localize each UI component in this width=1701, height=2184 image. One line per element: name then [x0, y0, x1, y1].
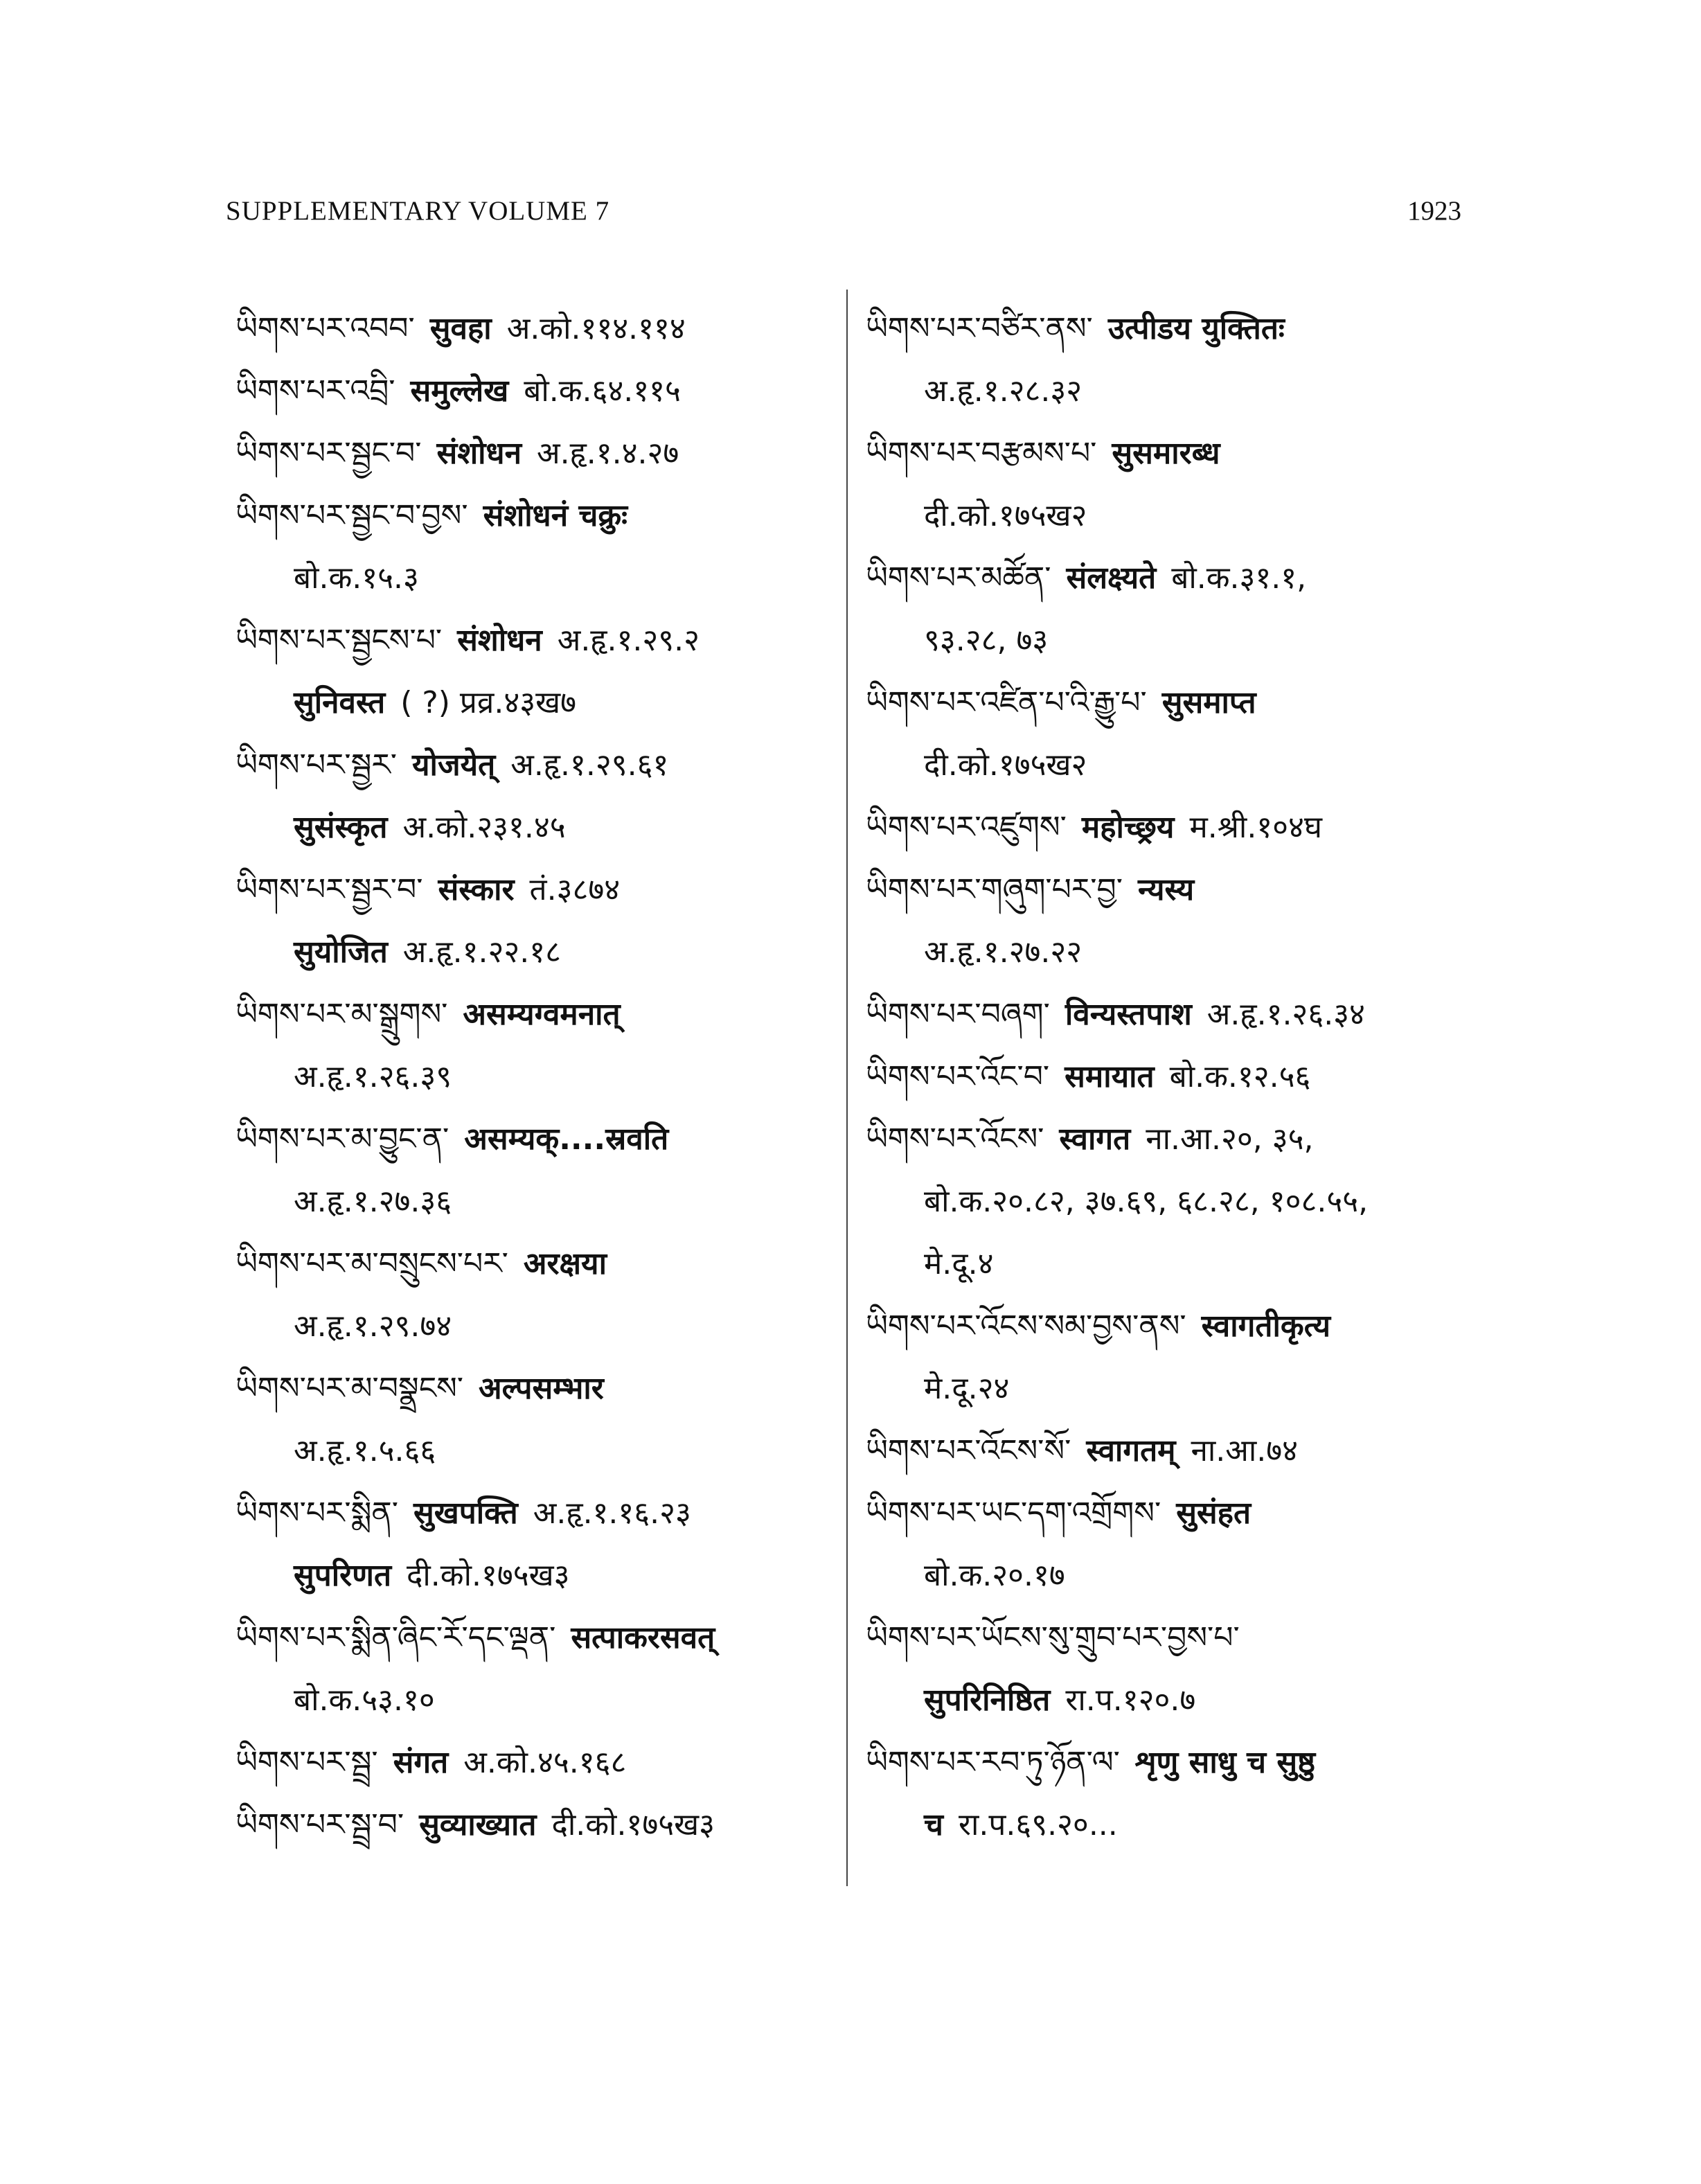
dictionary-entry-line: [866, 859, 1489, 921]
source-reference: बो.क.५३.१०: [294, 1683, 435, 1718]
sanskrit-equivalent: सुसंहत: [1176, 1495, 1252, 1531]
right-column: [866, 298, 1489, 1856]
source-reference: ( ?) प्रव्र.४३ख७: [400, 685, 577, 720]
dictionary-entry-line: [235, 1108, 859, 1171]
dictionary-entry-line: [235, 1545, 859, 1607]
source-reference: बो.क.२०.८२, ३७.६९, ६८.२८, १०८.५५,: [924, 1184, 1369, 1219]
dictionary-entry-line: [866, 1669, 1489, 1732]
dictionary-entry-line: [235, 360, 859, 423]
source-reference: रा.प.१२०.७: [1065, 1683, 1196, 1718]
source-reference: ९३.२८, ७३: [924, 623, 1049, 658]
page-number: 1923: [1407, 196, 1461, 226]
dictionary-entry-line: [866, 1607, 1489, 1669]
tibetan-headword: ཡིགས་པར་སྦྱངས་པ་: [235, 623, 443, 658]
source-reference: बो.क.१५.३: [294, 560, 419, 596]
tibetan-headword: ཡིགས་པར་སྦྲ་བ་: [235, 1807, 404, 1843]
sanskrit-equivalent: अरक्षया: [523, 1246, 607, 1281]
sanskrit-equivalent: अल्पसम्भार: [479, 1371, 604, 1406]
source-reference: बो.क.२०.१७: [924, 1558, 1065, 1593]
dictionary-entry-line: [235, 1607, 859, 1669]
source-reference: अ.को.११४.११४: [506, 311, 686, 346]
source-reference: अ.हृ.१.१६.२३: [533, 1495, 691, 1531]
dictionary-entry-line: [866, 1108, 1489, 1171]
dictionary-entry-line: [866, 921, 1489, 984]
sanskrit-equivalent: समुल्लेख: [410, 373, 509, 409]
source-reference: अ.हृ.१.५.६६: [294, 1433, 436, 1468]
source-reference: दी.को.१७५ख२: [924, 747, 1087, 783]
dictionary-entry-line: [866, 1482, 1489, 1545]
sanskrit-equivalent: सुखपक्ति: [413, 1495, 518, 1531]
dictionary-entry-line: [866, 485, 1489, 547]
source-reference: अ.को.४५.१६८: [463, 1745, 627, 1780]
dictionary-entry-line: [235, 1295, 859, 1358]
dictionary-entry-line: [866, 423, 1489, 485]
tibetan-headword: ཡིགས་པར་འཛུགས་: [866, 810, 1067, 845]
source-reference: अ.हृ.१.२९.७४: [294, 1308, 452, 1344]
tibetan-headword: ཡིགས་པར་འོངས་སམ་བྱས་ནས་: [866, 1308, 1186, 1344]
source-reference: तं.३८७४: [529, 872, 621, 907]
dictionary-entry-line: [866, 360, 1489, 423]
dictionary-entry-line: [235, 672, 859, 734]
source-reference: अ.हृ.१.२८.३२: [924, 373, 1083, 409]
tibetan-headword: ཡིགས་པར་མཚོན་: [866, 560, 1051, 596]
source-reference: अ.हृ.१.२७.२२: [924, 934, 1083, 970]
tibetan-headword: ཡིགས་པར་གཞུག་པར་བྱ་: [866, 872, 1123, 907]
sanskrit-equivalent: संशोधन: [436, 436, 522, 471]
dictionary-entry-line: [866, 1545, 1489, 1607]
dictionary-entry-line: [235, 1794, 859, 1856]
dictionary-entry-line: [235, 1420, 859, 1482]
dictionary-entry-line: [235, 485, 859, 547]
sanskrit-equivalent: सुपरिणत: [294, 1558, 392, 1593]
sanskrit-equivalent: असम्यग्वमनात्: [463, 997, 621, 1032]
tibetan-headword: ཡིགས་པར་མ་བྱུང་ན་: [235, 1121, 449, 1157]
sanskrit-equivalent: संलक्ष्यते: [1066, 560, 1157, 596]
sanskrit-equivalent: संशोधन: [457, 623, 542, 658]
dictionary-entry-line: [866, 1046, 1489, 1108]
tibetan-headword: ཡིགས་པར་སྦྱར་བ་: [235, 872, 423, 907]
sanskrit-equivalent: स्वागत: [1059, 1121, 1131, 1157]
dictionary-entry-line: [866, 1233, 1489, 1295]
source-reference: म.श्री.१०४घ: [1189, 810, 1322, 845]
source-reference: अ.हृ.१.२९.२: [557, 623, 700, 658]
dictionary-entry-line: [235, 610, 859, 672]
sanskrit-equivalent: स्वागतम्: [1086, 1433, 1176, 1468]
tibetan-headword: ཡིགས་པར་རབ་ཏུ་ཉོན་ལ་: [866, 1745, 1120, 1780]
sanskrit-equivalent: संस्कार: [438, 872, 515, 907]
dictionary-entry-line: [866, 1358, 1489, 1420]
source-reference: अ.हृ.१.२७.३६: [294, 1184, 452, 1219]
dictionary-entry-line: [866, 797, 1489, 859]
sanskrit-equivalent: योजयेत्: [412, 747, 496, 783]
sanskrit-equivalent: सुवहा: [429, 311, 492, 346]
tibetan-headword: ཡིགས་པར་བཞག་: [866, 997, 1050, 1032]
tibetan-headword: ཡིགས་པར་འོང་བ་: [866, 1059, 1050, 1094]
source-reference: मे.दू.२४: [924, 1371, 1010, 1406]
dictionary-entry-line: [235, 1732, 859, 1794]
sanskrit-equivalent: सुसंस्कृत: [294, 810, 388, 845]
sanskrit-equivalent: विन्यस्तपाश: [1065, 997, 1192, 1032]
dictionary-entry-line: [235, 1358, 859, 1420]
dictionary-entry-line: [866, 1420, 1489, 1482]
dictionary-entry-line: [235, 921, 859, 984]
dictionary-entry-line: [235, 1233, 859, 1295]
sanskrit-equivalent: सुव्याख्यात: [419, 1807, 537, 1843]
dictionary-entry-line: [866, 672, 1489, 734]
sanskrit-equivalent: च: [924, 1807, 943, 1843]
running-title: SUPPLEMENTARY VOLUME 7: [226, 196, 610, 226]
sanskrit-equivalent: सुसमारब्ध: [1112, 436, 1220, 471]
source-reference: बो.क.३१.१,: [1171, 560, 1307, 596]
source-reference: अ.हृ.१.२९.६१: [510, 747, 669, 783]
dictionary-entry-line: [866, 1732, 1489, 1794]
tibetan-headword: ཡིགས་པར་འོངས་: [866, 1121, 1044, 1157]
sanskrit-equivalent: संशोधनं चक्रुः: [483, 498, 628, 533]
dictionary-entry-line: [235, 1669, 859, 1732]
sanskrit-equivalent: संगत: [393, 1745, 449, 1780]
dictionary-entry-line: [235, 797, 859, 859]
sanskrit-equivalent: सत्पाकरसवत्: [571, 1620, 715, 1655]
source-reference: मे.दू.४: [924, 1246, 994, 1281]
source-reference: अ.हृ.१.२६.३९: [294, 1059, 452, 1094]
dictionary-entry-line: [235, 984, 859, 1046]
source-reference: ना.आ.७४: [1191, 1433, 1299, 1468]
tibetan-headword: ཡིགས་པར་མ་སྒྲུགས་: [235, 997, 448, 1032]
sanskrit-equivalent: उत्पीडय युक्तितः: [1107, 311, 1285, 346]
tibetan-headword: ཡིགས་པར་འོངས་སོ་: [866, 1433, 1071, 1468]
dictionary-entry-line: [866, 298, 1489, 360]
dictionary-entry-line: [235, 423, 859, 485]
tibetan-headword: ཡིགས་པར་འཛིན་པ་འི་རྒྱུ་པ་: [866, 685, 1147, 720]
source-reference: बो.क.६४.११५: [524, 373, 681, 409]
tibetan-headword: ཡིགས་པར་ཡོངས་སུ་གྲུབ་པར་བྱས་པ་: [866, 1620, 1240, 1655]
sanskrit-equivalent: समायात: [1065, 1059, 1155, 1094]
source-reference: अ.हृ.१.४.२७: [537, 436, 679, 471]
source-reference: रा.प.६९.२०...: [958, 1807, 1118, 1843]
sanskrit-equivalent: स्वागतीकृत्य: [1201, 1308, 1330, 1344]
dictionary-entry-line: [866, 547, 1489, 610]
dictionary-entry-line: [866, 984, 1489, 1046]
sanskrit-equivalent: महोच्छ्रय: [1081, 810, 1175, 845]
sanskrit-equivalent: न्यस्य: [1137, 872, 1195, 907]
left-column: [235, 298, 859, 1856]
dictionary-entry-line: [235, 1171, 859, 1233]
dictionary-entry-line: [235, 734, 859, 797]
tibetan-headword: ཡིགས་པར་སྦྱང་བ་: [235, 436, 422, 471]
sanskrit-equivalent: सुसमाप्त: [1161, 685, 1256, 720]
tibetan-headword: ཡིགས་པར་འབྲི་: [235, 373, 395, 409]
source-reference: दी.को.१७५ख३: [407, 1558, 570, 1593]
dictionary-entry-line: [235, 547, 859, 610]
tibetan-headword: ཡིགས་པར་སྨིན་: [235, 1495, 398, 1531]
tibetan-headword: ཡིགས་པར་ཡང་དག་འགྲོགས་: [866, 1495, 1161, 1531]
dictionary-entry-line: [235, 1482, 859, 1545]
dictionary-entry-line: [866, 1295, 1489, 1358]
source-reference: अ.हृ.१.२६.३४: [1206, 997, 1365, 1032]
tibetan-headword: ཡིགས་པར་བཙིར་ནས་: [866, 311, 1093, 346]
source-reference: दी.को.१७५ख२: [924, 498, 1087, 533]
source-reference: ना.आ.२०, ३५,: [1146, 1121, 1314, 1157]
tibetan-headword: ཡིགས་པར་མ་བསྲུངས་པར་: [235, 1246, 508, 1281]
sanskrit-equivalent: शृणु साधु च सुष्ठु: [1134, 1745, 1316, 1780]
dictionary-entry-line: [235, 859, 859, 921]
tibetan-headword: ཡིགས་པར་མ་བསྣྲངས་: [235, 1371, 464, 1406]
tibetan-headword: ཡིགས་པར་སྦྱར་: [235, 747, 398, 783]
sanskrit-equivalent: सुयोजित: [294, 934, 388, 970]
tibetan-headword: ཡིགས་པར་སྨིན་ཞིང་རོ་དང་ལྡན་: [235, 1620, 556, 1655]
sanskrit-equivalent: सुपरिनिष्ठित: [924, 1683, 1051, 1718]
tibetan-headword: ཡིགས་པར་སྦྲ་: [235, 1745, 378, 1780]
dictionary-entry-line: [235, 1046, 859, 1108]
tibetan-headword: ཡིགས་པར་འབབ་: [235, 311, 415, 346]
source-reference: बो.क.१२.५६: [1169, 1059, 1311, 1094]
tibetan-headword: ཡིགས་པར་བརྩམས་པ་: [866, 436, 1097, 471]
dictionary-entry-line: [866, 734, 1489, 797]
dictionary-entry-line: [235, 298, 859, 360]
dictionary-entry-line: [866, 1171, 1489, 1233]
source-reference: दी.को.१७५ख३: [551, 1807, 715, 1843]
dictionary-entry-line: [866, 610, 1489, 672]
source-reference: अ.हृ.१.२२.१८: [402, 934, 561, 970]
tibetan-headword: ཡིགས་པར་སྦྱང་བ་བྱས་: [235, 498, 468, 533]
sanskrit-equivalent: असम्यक्....स्रवति: [464, 1121, 669, 1157]
dictionary-entry-line: [866, 1794, 1489, 1856]
source-reference: अ.को.२३१.४५: [402, 810, 566, 845]
sanskrit-equivalent: सुनिवस्त: [294, 685, 386, 720]
page-header: [226, 195, 1461, 237]
